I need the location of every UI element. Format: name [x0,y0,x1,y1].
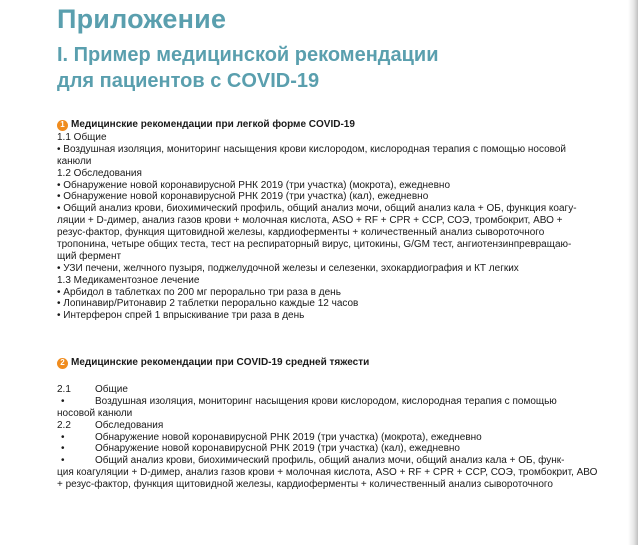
text-line: резус-фактор, функция щитовидной железы, кардиоферменты + количественный анализ сывороточного [57,227,545,239]
item-text: Воздушная изоляция, мониторинг насыщения крови кислородом, кислородная терапия с помощью [95,395,557,407]
bullet-marker: • [61,431,65,443]
section-number-badge: 2 [57,358,68,369]
text-line: • Обнаружение новой коронавирусной РНК 2019 (три участка) (мокрота), ежедневно [57,179,451,191]
text-row: носовой канюли [57,407,133,419]
text-row [57,443,577,455]
item-number: 2.1 [57,384,71,395]
section-1-heading [57,118,577,132]
text-line: 1.3 Медикаментозное лечение [57,274,200,286]
section-number-badge: 1 [57,120,68,131]
section-heading-text: Медицинские рекомендации при легкой форме COVID-19 [71,119,355,131]
text-line: • Арбидол в таблетках по 200 мг перорально три раза в день [57,286,341,298]
section-2-heading [57,356,577,370]
text-line: щий фермент [57,250,122,262]
text-line: • Обнаружение новой коронавирусной РНК 2019 (три участка) (кал), ежедневно [57,191,429,203]
section-heading-text: Медицинские рекомендации при COVID-19 средней тяжести [71,357,370,369]
text-line: 1.1 Общие [57,132,107,143]
page-title: Приложение [57,4,227,34]
bullet-marker: • [61,443,65,455]
text-line: тропонина, четыре общих теста, тест на респираторный вирус, цитокины, G/GM тест, ангиотензинпревращаю- [57,239,572,251]
text-row [57,432,577,444]
text-line: • УЗИ печени, желчного пузыря, поджелудочной железы и селезенки, эхокардиография и КТ легких [57,262,519,274]
item-text: Общие [95,384,128,395]
text-row [57,455,577,467]
item-text: Обнаружение новой коронавирусной РНК 2019 (три участка) (мокрота), ежедневно [95,431,482,443]
text-row [57,420,577,432]
text-line: • Лопинавир/Ритонавир 2 таблетки перорально каждые 12 часов [57,298,359,310]
text-line: канюли [57,155,92,167]
item-text: Общий анализ крови, биохимический профиль, общий анализ мочи, общий анализ кала + ОБ, функ- [95,455,565,467]
section-2 [57,356,598,491]
text-row: ция коагуляции + D-димер, анализ газов крови + молочная кислота, ASO + RF + CPR + CCP, СОЭ, тромбокрит, АВО [57,467,598,479]
text-line: • Воздушная изоляция, мониторинг насыщения крови кислородом, кислородная терапия с помощью носовой [57,143,566,155]
subtitle-line-2: для пациентов с COVID-19 [57,70,320,92]
text-line: • Общий анализ крови, биохимический профиль, общий анализ мочи, общий анализ кала + ОБ, функция коагу- [57,203,577,215]
item-text: Обнаружение новой коронавирусной РНК 2019 (три участка) (кал), ежедневно [95,443,460,455]
bullet-marker: • [61,395,65,407]
item-text: Обследования [95,419,164,431]
text-row [57,396,577,408]
text-line: 1.2 Обследования [57,167,142,179]
section-1 [57,118,577,322]
subtitle-line-1: I. Пример медицинской рекомендации [57,44,439,66]
text-line: • Интерферон спрей 1 впрыскивание три раза в день [57,310,305,322]
item-number: 2.2 [57,419,71,431]
text-row: + резус-фактор, функция щитовидной железы, кардиоферменты + количественный анализ сывороточного [57,479,553,491]
bullet-marker: • [61,455,65,467]
section-2-rows [57,384,598,491]
text-row [57,384,577,396]
page-edge-shadow [628,0,638,545]
text-line: ляции + D-димер, анализ газов крови + молочная кислота, ASO + RF + CPR + CCP, СОЭ, тромбокрит, АВО + [57,215,563,227]
